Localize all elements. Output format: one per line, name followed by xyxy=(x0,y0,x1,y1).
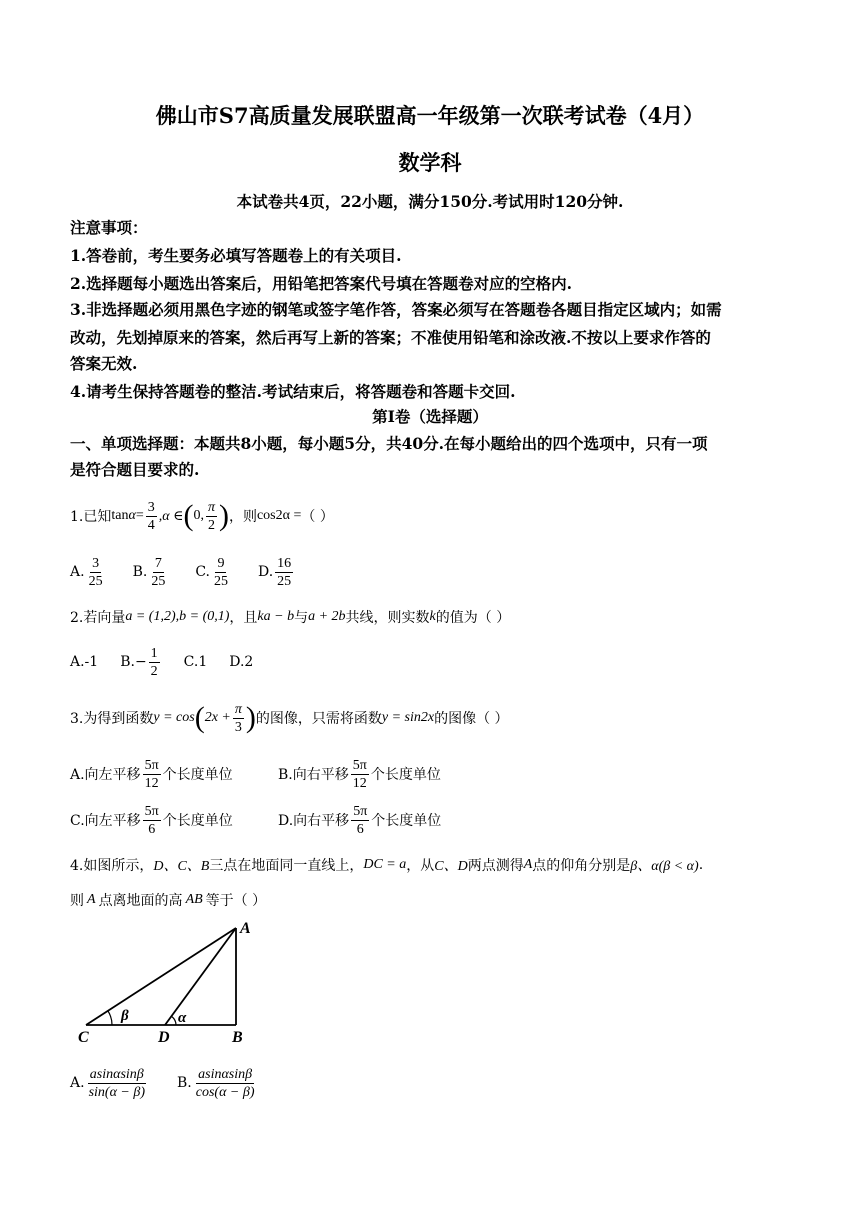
q1-alpha: α xyxy=(128,508,136,523)
q4-option-a-num: asinαsinβ xyxy=(89,1066,144,1082)
q2-expr2: a + 2b xyxy=(308,609,346,624)
q1-option-d-frac xyxy=(275,555,293,590)
q1-blank: （ ） xyxy=(301,509,334,525)
note-item-3-line3: 答案无效. xyxy=(70,354,138,373)
q3-option-b-unit: 个长度单位 xyxy=(370,767,441,783)
note-item-1: 1.答卷前，考生要务必填写答题卷上的有关项目. xyxy=(70,246,402,265)
q1-option-d-label: D. xyxy=(257,564,274,580)
label-c: C xyxy=(78,1029,89,1046)
q3-option-a-unit: 个长度单位 xyxy=(162,767,233,783)
q2-option-d: D.2 xyxy=(229,654,254,670)
q1-option-b-den: 25 xyxy=(151,573,166,589)
q1-option-d-den: 25 xyxy=(277,573,292,589)
q3-option-c-den: 6 xyxy=(148,821,156,837)
q4-text-f: . xyxy=(698,857,704,873)
question-4-line2 xyxy=(70,887,266,913)
q4-text-d: 两点测得 xyxy=(467,858,524,874)
q1-frac-den: 4 xyxy=(147,517,155,533)
angle-alpha-arc xyxy=(171,1016,176,1025)
q3-options-row1 xyxy=(70,752,441,796)
q3-tail: 的图像（ ） xyxy=(434,711,509,727)
section-intro-line2: 是符合题目要求的. xyxy=(70,460,200,479)
q4-option-a-frac xyxy=(87,1066,147,1101)
q1-fraction xyxy=(146,499,157,534)
q2-option-b-num: 1 xyxy=(150,645,158,661)
volume-heading: 第I卷（选择题） xyxy=(372,407,488,426)
q1-right-paren: ) xyxy=(218,499,229,532)
q3-left-paren: ( xyxy=(194,701,205,734)
q1-two: 2 xyxy=(207,517,215,533)
q3-option-b-frac xyxy=(351,757,369,792)
q2-option-b xyxy=(120,645,161,680)
q3-function2: y = sin2x xyxy=(381,710,435,725)
q4-line2-b: 点离地面的高 xyxy=(98,893,183,909)
notes-heading: 注意事项： xyxy=(70,218,148,237)
q3-option-c-label: C.向左平移 xyxy=(70,813,141,829)
q1-options xyxy=(70,550,295,594)
q1-left-paren: ( xyxy=(183,499,194,532)
q3-right-paren: ) xyxy=(245,701,256,734)
q4-points: D、C、B xyxy=(153,859,210,874)
q4-text-b: 三点在地面同一直线上， xyxy=(209,858,364,874)
q1-option-c-num: 9 xyxy=(217,555,225,571)
q4-a-point: A xyxy=(523,857,533,872)
q2-expr1: ka − b xyxy=(257,609,295,624)
q3-option-a-frac xyxy=(143,757,161,792)
q3-option-b xyxy=(278,757,441,792)
q2-and: ，且 xyxy=(229,610,258,626)
q1-frac-num: 3 xyxy=(147,499,155,515)
q1-eq: = xyxy=(135,508,144,523)
q1-zero: 0, xyxy=(193,508,204,523)
q1-cos2a: cos2α = xyxy=(256,508,302,523)
label-beta: β xyxy=(121,1008,129,1024)
q2-option-a: A.-1 xyxy=(70,654,99,670)
q3-mid: 的图像，只需将函数 xyxy=(255,711,382,727)
q3-option-a-den: 12 xyxy=(144,775,159,791)
q3-option-c-num: 5π xyxy=(144,803,159,819)
q1-in: ,α ∈ xyxy=(158,508,184,524)
q1-then: ，则 xyxy=(228,509,257,525)
q3-option-b-label: B.向右平移 xyxy=(278,767,349,783)
q1-option-a-num: 3 xyxy=(92,555,100,571)
q4-line2-a: 则 xyxy=(70,893,84,909)
q1-option-a xyxy=(70,555,107,590)
q1-option-b-frac xyxy=(149,555,167,590)
q4-dc: DC = a xyxy=(363,857,407,872)
question-2 xyxy=(70,603,510,631)
q4-option-a-den: sin(α − β) xyxy=(88,1084,145,1100)
q3-pi: π xyxy=(234,701,242,717)
q2-with: 与 xyxy=(294,610,309,626)
q3-option-d-label: D.向右平移 xyxy=(278,813,350,829)
line-da xyxy=(165,928,236,1025)
q3-option-d-frac xyxy=(351,803,369,838)
q4-text-c: ，从 xyxy=(406,858,435,874)
q3-option-a-label: A.向左平移 xyxy=(70,767,141,783)
q3-option-c-unit: 个长度单位 xyxy=(162,813,233,829)
q4-option-b-num: asinαsinβ xyxy=(198,1066,253,1082)
q2-k: k xyxy=(429,609,436,624)
q3-inner: 2x + xyxy=(204,710,231,725)
q4-a-point-2: A xyxy=(87,892,96,907)
question-1 xyxy=(70,494,334,538)
q3-option-c xyxy=(70,803,278,838)
question-3 xyxy=(70,696,509,740)
label-alpha: α xyxy=(178,1010,187,1026)
subject-title: 数学科 xyxy=(398,150,462,175)
q3-pi-fraction xyxy=(233,701,244,736)
q4-option-a-label: A. xyxy=(70,1075,85,1091)
q1-option-a-den: 25 xyxy=(88,573,103,589)
q1-prefix: 1.已知 xyxy=(70,509,112,525)
q3-option-b-num: 5π xyxy=(352,757,367,773)
q4-angles: β、α(β < α) xyxy=(630,859,699,874)
note-item-2: 2.选择题每小题选出答案后，用铅笔把答案代号填在答题卷对应的空格内. xyxy=(70,274,573,293)
q3-option-a-num: 5π xyxy=(144,757,159,773)
q2-option-b-den: 2 xyxy=(150,663,158,679)
q1-option-d xyxy=(258,555,295,590)
q1-option-c-frac xyxy=(212,555,230,590)
q1-option-a-label: A. xyxy=(70,564,85,580)
q2-prefix: 2.若向量 xyxy=(70,610,126,626)
q1-pi: π xyxy=(207,499,215,515)
exam-info: 本试卷共4页，22小题，满分150分.考试用时120分钟. xyxy=(236,192,624,211)
q1-tan: tan xyxy=(111,508,129,523)
q4-text-e: 点的仰角分别是 xyxy=(532,858,631,874)
q3-option-c-frac xyxy=(143,803,161,838)
q4-option-b-den: cos(α − β) xyxy=(195,1084,255,1100)
q4-text-a: 4.如图所示， xyxy=(70,858,154,874)
q2-option-b-label: B.− xyxy=(120,654,147,670)
q4-ab: AB xyxy=(185,892,203,907)
section-intro-line1: 一、单项选择题：本题共8小题，每小题5分，共40分.在每小题给出的四个选项中，只有一项 xyxy=(70,434,708,453)
triangle-figure xyxy=(70,918,270,1048)
exam-title: 佛山市S7高质量发展联盟高一年级第一次联考试卷（4月） xyxy=(155,103,705,128)
note-item-4: 4.请考生保持答题卷的整洁.考试结束后，将答题卷和答题卡交回. xyxy=(70,382,516,401)
q1-option-a-frac xyxy=(87,555,105,590)
q2-options xyxy=(70,640,253,684)
q3-option-a xyxy=(70,757,278,792)
q3-three: 3 xyxy=(234,719,242,735)
q1-option-b-label: B. xyxy=(132,564,148,580)
q4-option-b-label: B. xyxy=(177,1075,192,1091)
question-4-line1 xyxy=(70,852,703,878)
q2-vector-b: b = (0,1) xyxy=(179,609,230,624)
q3-option-b-den: 12 xyxy=(352,775,367,791)
q3-option-d-den: 6 xyxy=(356,821,364,837)
q4-option-b xyxy=(177,1066,259,1101)
q3-prefix: 3.为得到函数 xyxy=(70,711,154,727)
q4-options xyxy=(70,1060,259,1106)
q4-line2-c: 等于（ ） xyxy=(205,893,267,909)
q4-cd: C、D xyxy=(434,859,468,874)
q1-option-b-num: 7 xyxy=(154,555,162,571)
note-item-3-line2: 改动，先划掉原来的答案，然后再写上新的答案；不准使用铅笔和涂改液.不按以上要求作答的 xyxy=(70,328,711,347)
q2-vector-a: a = (1,2), xyxy=(125,609,180,624)
q1-option-b xyxy=(133,555,170,590)
q4-option-a xyxy=(70,1066,149,1101)
q3-option-d xyxy=(278,803,441,838)
q3-options-row2 xyxy=(70,798,441,842)
angle-beta-arc xyxy=(108,1011,112,1025)
q2-option-c: C.1 xyxy=(183,654,208,670)
q1-option-c-den: 25 xyxy=(213,573,228,589)
q2-tail: 共线，则实数 xyxy=(345,610,430,626)
note-item-3-line1: 3.非选择题必须用黑色字迹的钢笔或签字笔作答，答案必须写在答题卷各题目指定区域内；如需 xyxy=(70,300,722,319)
q4-option-b-frac xyxy=(194,1066,257,1101)
label-a: A xyxy=(240,920,251,937)
q3-option-d-num: 5π xyxy=(353,803,368,819)
label-d: D xyxy=(158,1029,170,1046)
label-b: B xyxy=(232,1029,243,1046)
q3-option-d-unit: 个长度单位 xyxy=(371,813,442,829)
q2-option-b-frac xyxy=(149,645,160,680)
q2-tail2: 的值为（ ） xyxy=(435,610,511,626)
line-ca xyxy=(86,928,236,1025)
q1-option-c xyxy=(195,555,232,590)
q1-option-d-num: 16 xyxy=(277,555,292,571)
q3-function: y = cos xyxy=(153,710,195,725)
q1-pi-fraction xyxy=(206,499,217,534)
q1-option-c-label: C. xyxy=(195,564,210,580)
